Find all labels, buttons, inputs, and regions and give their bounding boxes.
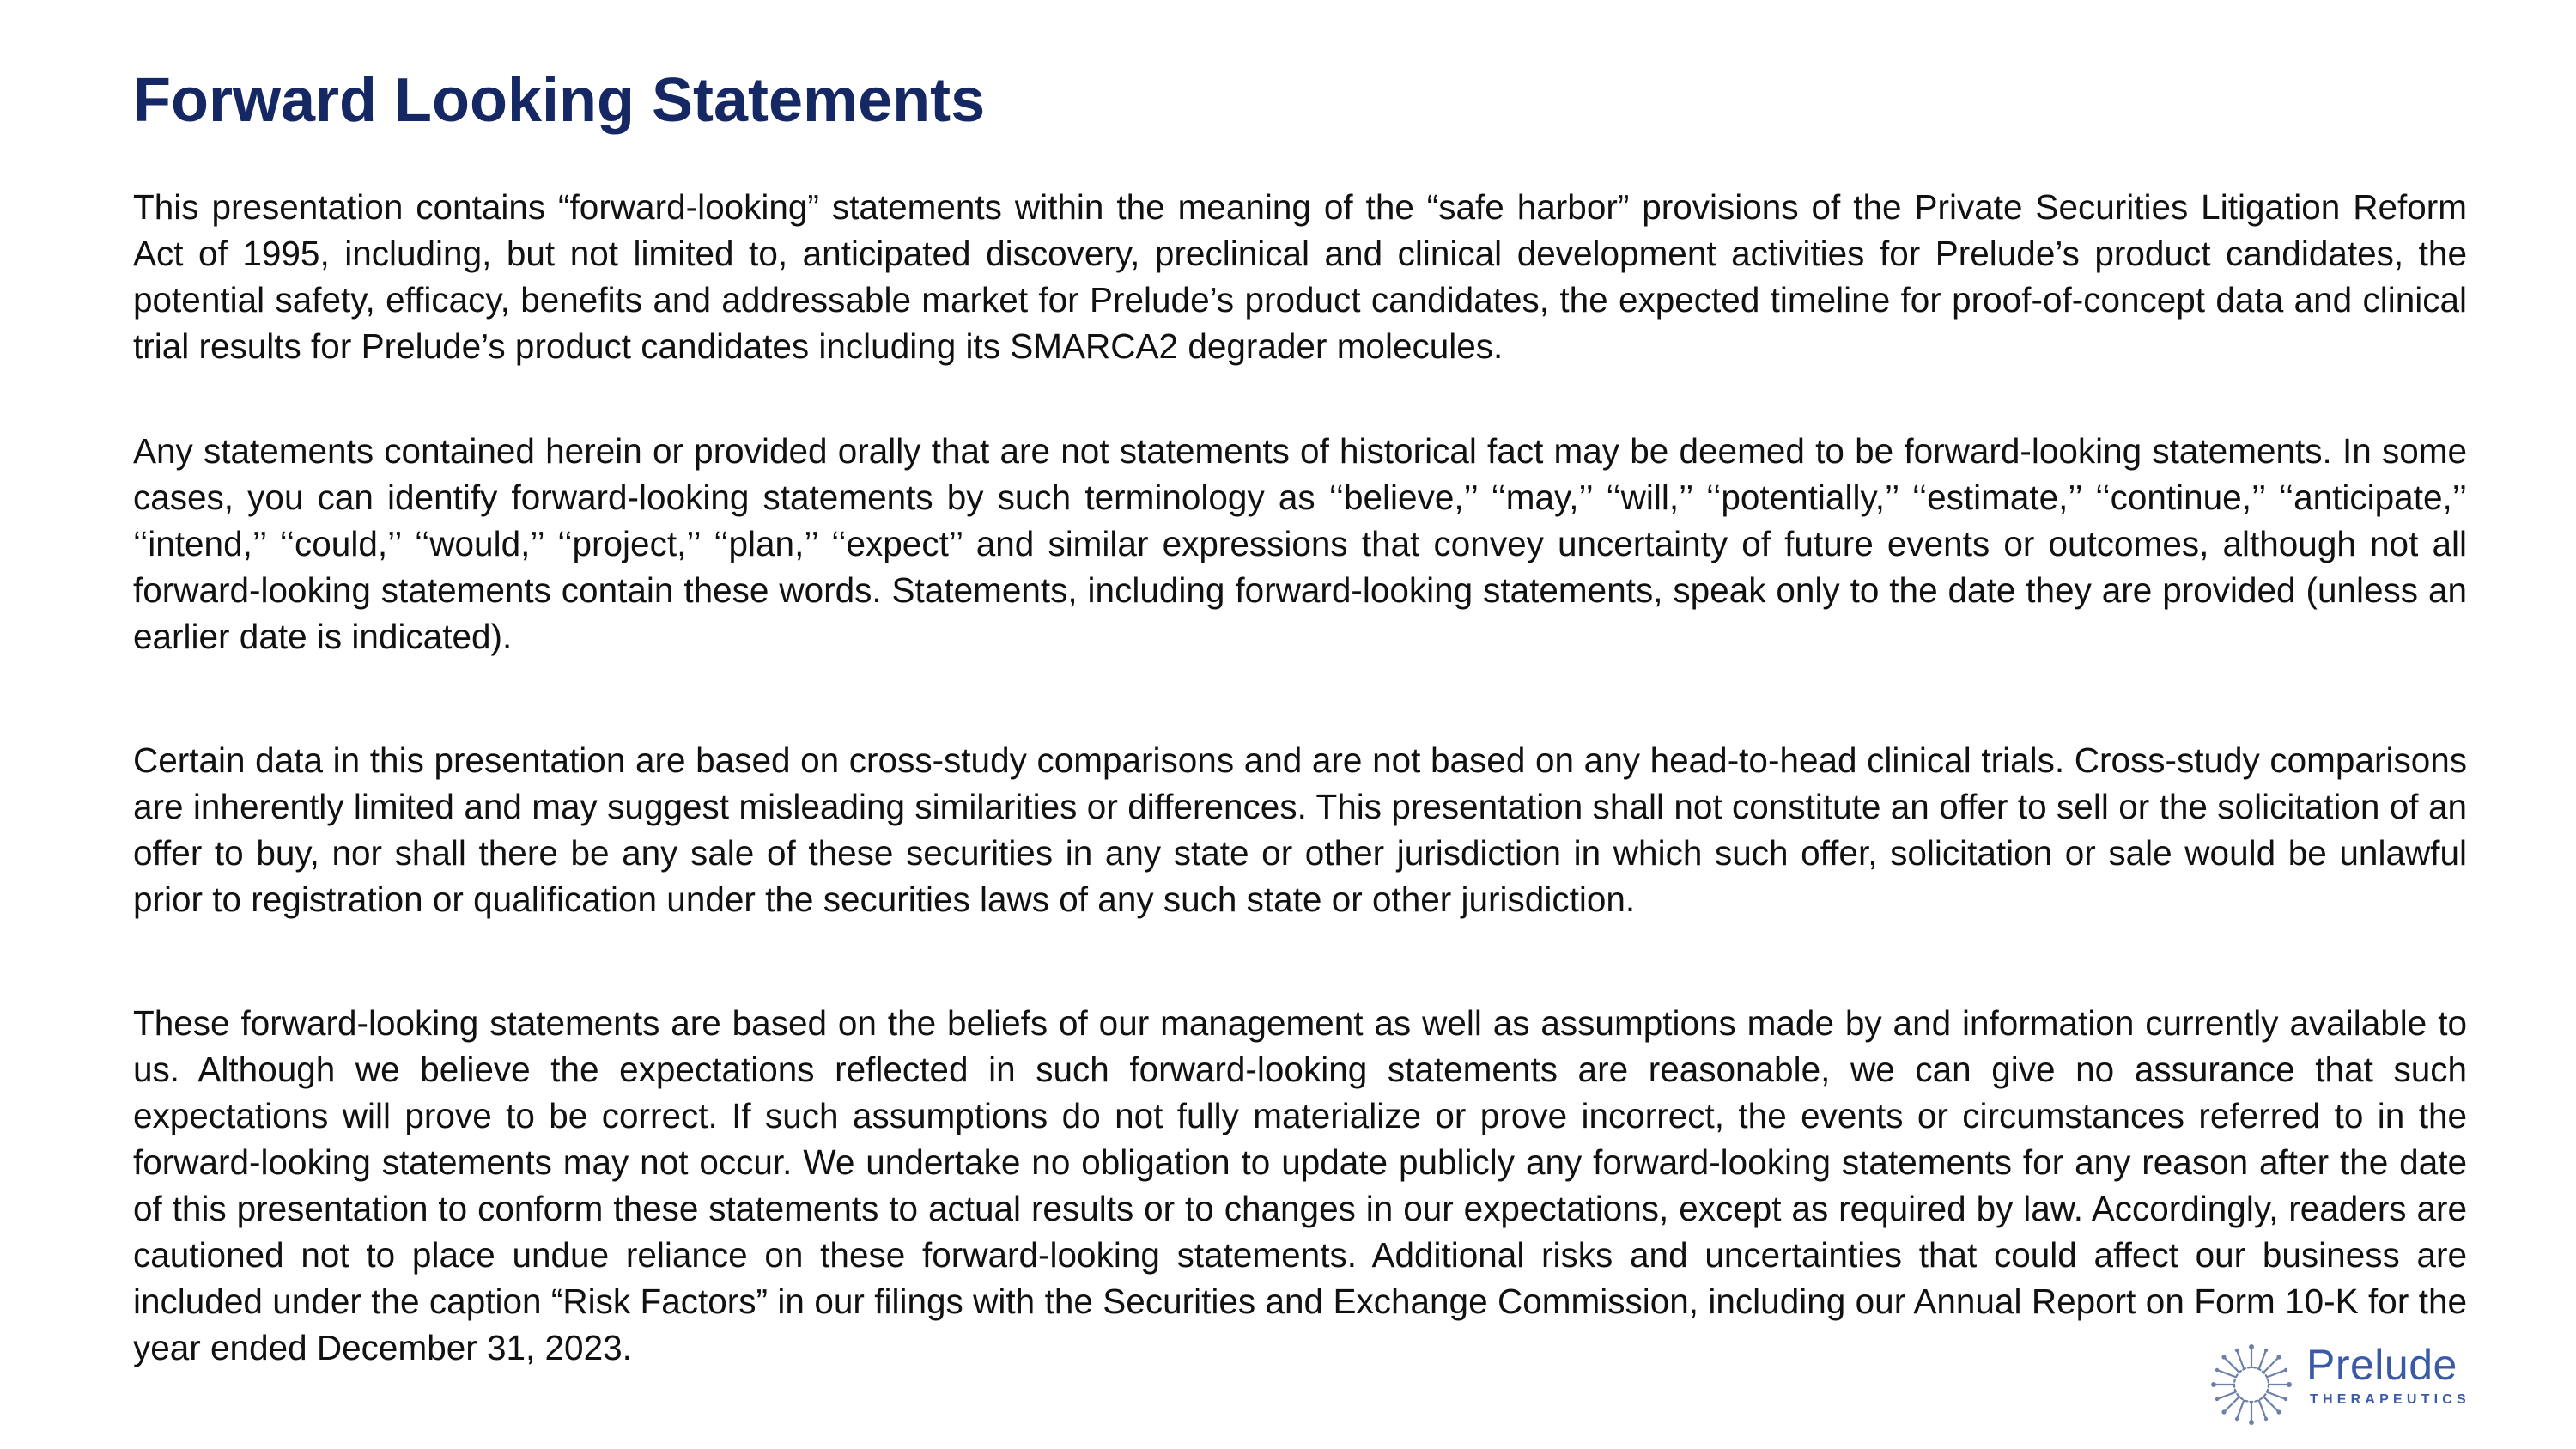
logo-subtitle: THERAPEUTICS	[2310, 1392, 2470, 1407]
prelude-star-icon	[2208, 1342, 2294, 1428]
paragraph-assumptions: These forward-looking statements are based on the beliefs of our management as well as assumptions made by and information currently available to us. Although we believe the expectations reflected in such forward-looking statements are reasonable, we can give no assurance that such expectations will prove to be correct. If such assumptions do not fully materialize or prove incorrect, the events or circumstances referred to in the forward-looking statements may not occur. We undertake no obligation to update publicly any forward-looking statements for any reason after the date of this presentation to conform these statements to actual results or to changes in our expectations, except as required by law. Accordingly, readers are cautioned not to place undue reliance on these forward-looking statements. Additional risks and uncertainties that could affect our business are included under the caption “Risk Factors” in our filings with the Securities and Exchange Commission, including our Annual Report on Form 10-K for the year ended December 31, 2023.	[133, 1003, 2467, 1367]
company-logo	[2208, 1342, 2475, 1436]
paragraph-terminology: Any statements contained herein or provided orally that are not statements of historical fact may be deemed to be forward-looking statements. In some cases, you can identify forward-looking statements by such terminology as ‘‘believe,’’ ‘‘may,’’ ‘‘will,’’ ‘‘potentially,’’ ‘‘estimate,’’ ‘‘continue,’’ ‘‘anticipate,’’ ‘‘intend,’’ ‘‘could,’’ ‘‘would,’’ ‘‘project,’’ ‘‘plan,’’ ‘‘expect’’ and similar expressions that convey uncertainty of future events or outcomes, although not all forward-looking statements contain these words. Statements, including forward-looking statements, speak only to the date they are provided (unless an earlier date is indicated).	[133, 431, 2467, 656]
paragraph-forward-looking-intro: This presentation contains “forward-looking” statements within the meaning of the “safe harbor” provisions of the Private Securities Litigation Reform Act of 1995, including, but not limited to, anticipated discovery, preclinical and clinical development activities for Prelude’s product candidates, the potential safety, efficacy, benefits and addressable market for Prelude’s product candidates, the expected timeline for proof-of-concept data and clinical trial results for Prelude’s product candidates including its SMARCA2 degrader molecules.	[133, 187, 2467, 366]
page-title: Forward Looking Statements	[133, 66, 986, 135]
logo-name: Prelude	[2306, 1341, 2458, 1389]
paragraph-cross-study: Certain data in this presentation are based on cross-study comparisons and are not based on any head-to-head clinical trials. Cross-study comparisons are inherently limited and may suggest misleading similarities or differences. This presentation shall not constitute an offer to sell or the solicitation of an offer to buy, nor shall there be any sale of these securities in any state or other jurisdiction in which such offer, solicitation or sale would be unlawful prior to registration or qualification under the securities laws of any such state or other jurisdiction.	[133, 740, 2467, 919]
